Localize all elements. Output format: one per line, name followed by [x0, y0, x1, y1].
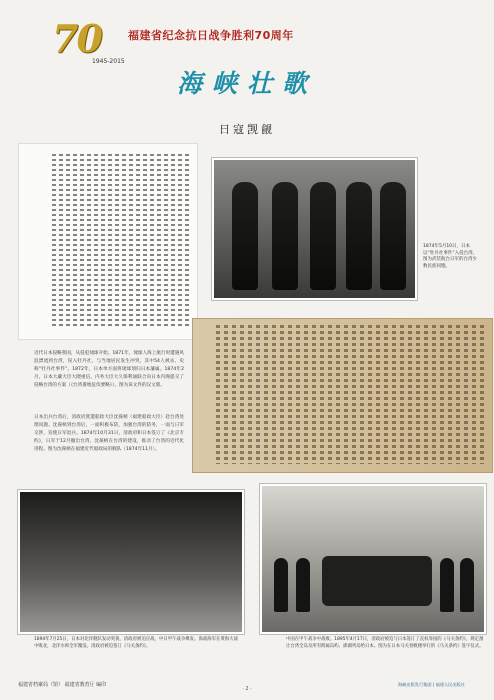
logo-years: 1945-2015: [92, 58, 125, 65]
section-subtitle: 日寇觊觎: [219, 123, 275, 136]
press-logo: 海峡出版发行集团 | 福建人民出版社: [398, 682, 465, 687]
main-title: 海峡壮歌: [176, 69, 317, 98]
indigenous-people-photo: [212, 158, 417, 300]
photo4-caption: 中国在甲午战争中战败。1895年4月17日，清政府被迫与日本签订了丧权辱国的《马关条约》，规定割让台湾全岛及所有附属岛屿、澎湖列岛给日本。图为在日本马关春帆楼举行的《马关条约》签字仪式。: [286, 637, 484, 649]
classical-chinese-document-image: [192, 318, 493, 473]
page-number: · 2 ·: [242, 686, 252, 692]
series-title: 福建省纪念抗日战争胜利70周年: [128, 29, 294, 42]
intro-text: 近代日本侵略我国，从侵犯琉球开始。1871年，琉球人海上航行时遭遇风浪漂流到台湾，误入牡丹社，与当地居民发生冲突，其中54人被杀，史称“牡丹社事件”。1872年，日本单方面将琉球划归日本藩属。1874年2月，日本大藏大臣大隈重信、内务大臣大久保利通联合向日本内阁提交了侵略台湾的方案（《台湾番地征伐要略》）。图为该文件的汉文版。: [34, 351, 184, 388]
treaty-signing-photo: [260, 484, 486, 634]
historical-document-image: [18, 143, 198, 340]
photo1-caption: 1874年5月10日，日本以“牡丹社事件”入侵台湾。图为武装航台日军的台湾少数民族同胞。: [423, 244, 478, 269]
publishers-credit: 福建省档案局（馆） 福建省教育厅 编印: [18, 682, 107, 688]
logo-number: 70: [52, 16, 101, 61]
treaty-text: 日本出兵台湾后，清政府派遣船政大臣沈葆桢（福建船政大臣）赴台湾处理问题。沈葆桢到台湾后，一面积极布防，加强台湾的防务，一面与日军交涉，迫使日军退兵。1874年10月31日，清政府和日本签订了《北京专约》，日军于12月撤出台湾。沈葆桢在台湾的建设，推动了台湾的近代化进程。图为沈葆桢在福建近代船政局的舰队（1874年11月）。: [34, 415, 184, 452]
photo3-caption: 1894年7月25日，日本对北洋舰队发动突袭，清政府被迫应战，中日甲午战争爆发。海战海军在黄海大战中败北，北洋水师全军覆没。清政府被迫签订《马关条约》。: [34, 637, 238, 649]
naval-battle-photo: [18, 490, 244, 634]
